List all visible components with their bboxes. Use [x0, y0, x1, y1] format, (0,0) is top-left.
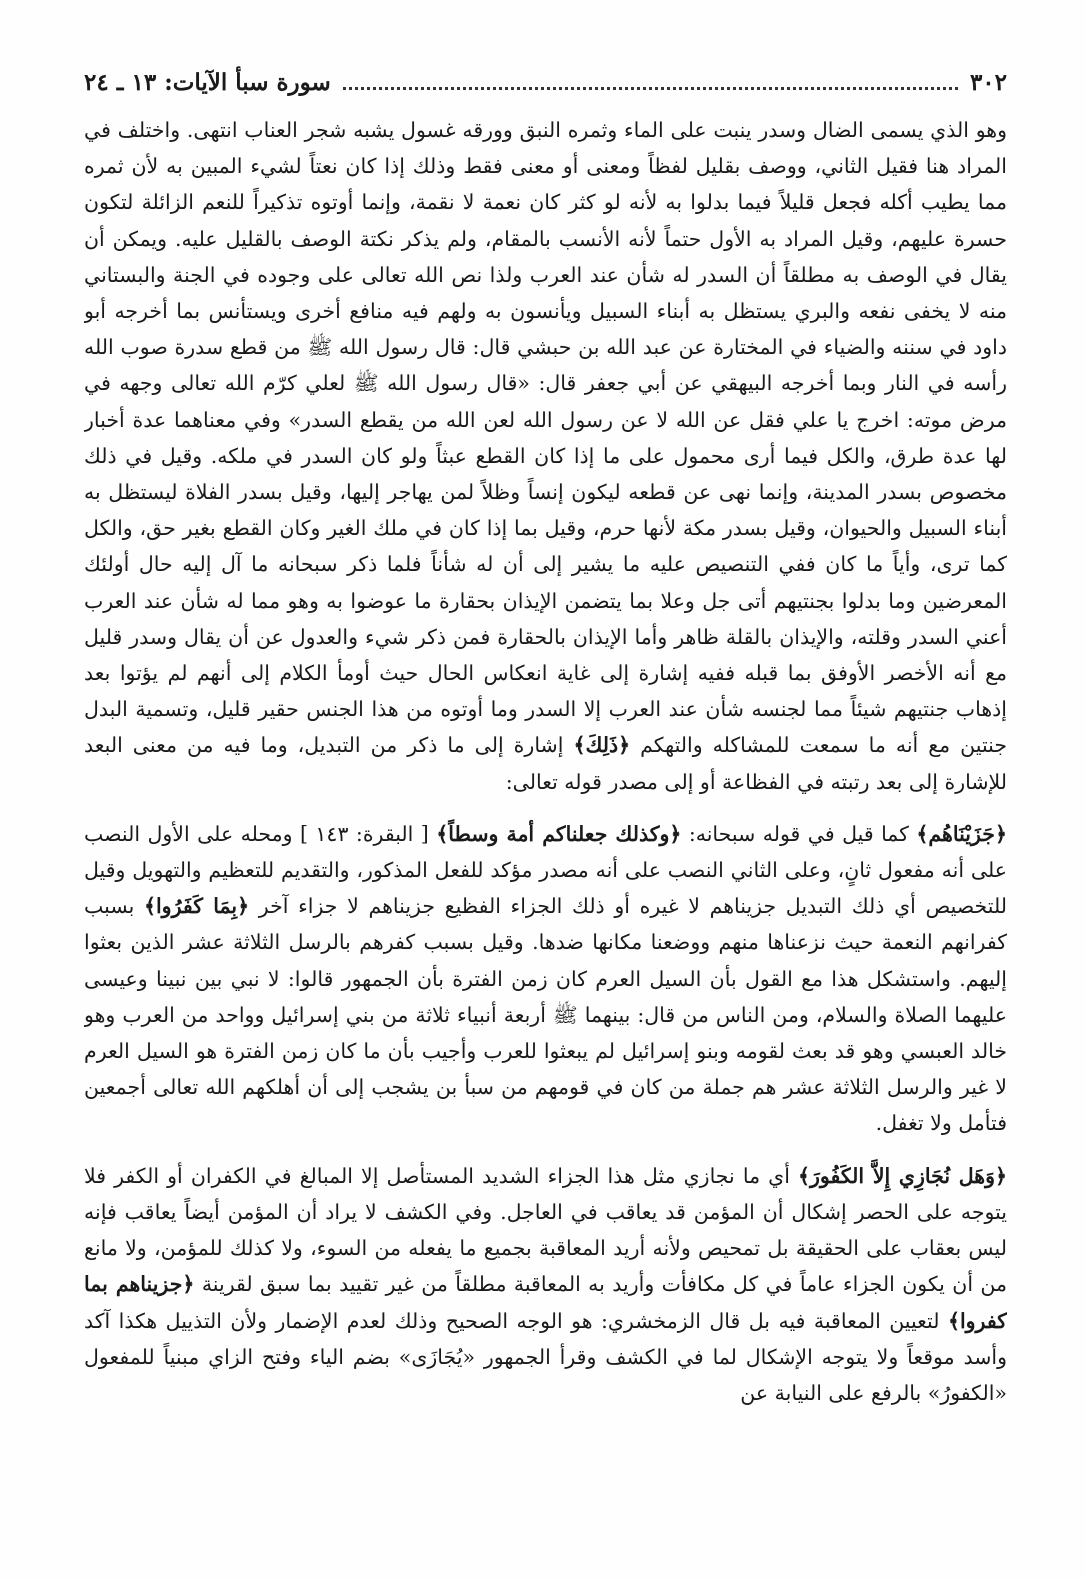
quran-quote: ﴿جَزَيْنَاهُم﴾ [916, 821, 1007, 846]
page-number: ٣٠٢ [969, 68, 1007, 96]
quran-quote: ﴿بِمَا كَفَرُوا﴾ [143, 894, 250, 919]
text-segment: إشارة إلى ما ذكر من التبديل، وما فيه من معنى البعد للإشارة إلى بعد رتبته في الفظاعة أو إلى مصدر قوله تعالى: [84, 733, 1007, 794]
text-segment: أي ما نجازي مثل هذا الجزاء الشديد المستأصل إلا المبالغ في الكفران أو الكفر فلا يتوجه على الحصر إشكال أن المؤمن قد يعاقب في العاجل. وفي الكشف لا يراد أن المؤمن أيضاً يعاقب فإنه ليس بعقاب على الحقيقة بل تمحيص ولأنه أريد المعاقبة بجميع ما يفعله من السوء، ولا كذلك للمؤمن، ولا مانع من أن يكون الجزاء عاماً في كل مكافأت وأريد به المعاقبة مطلقاً من غير تقييد بما سبق لقرينة [84, 1163, 1007, 1297]
dotted-leader [343, 86, 958, 90]
quran-quote: ﴿ذَلِكَ﴾ [573, 733, 631, 758]
text-segment: وهو الذي يسمى الضال وسدر ينبت على الماء وثمره النبق وورقه غسول يشبه شجر العناب انتهى. واختلف في المراد هنا فقيل الثاني، ووصف بقليل لفظاً ومعنى أو معنى فقط وذلك إذا كان نعتاً لشيء المبين به لأن ثمره مما يطيب أكله فجعل قليلاً فيما بدلوا به لأنه لو كثر كان نعمة لا نقمة، وإنما أوتوه تذكيراً للنعم الزائلة لتكون حسرة عليهم، وقيل المراد به الأول حتماً لأنه الأنسب بالمقام، ولم يذكر نكتة الوصف بالقليل عليه. ويمكن أن يقال في الوصف به مطلقاً أن السدر له شأن عند العرب ولذا نص الله تعالى على وجوده في الجنة والبستاني منه لا يخفى نفعه والبري يستظل به أبناء السبيل ويأنسون به ولهم فيه منافع أخرى ويستأنس بما أخرجه أبو داود في سننه والضياء في المختارة عن عبد الله بن حبشي قال: قال رسول الله ﷺ من قطع سدرة صوب الله رأسه في النار وبما أخرجه البيهقي عن أبي جعفر قال: «قال رسول الله ﷺ لعلي كرّم الله تعالى وجهه في مرض موته: اخرج يا علي فقل عن الله لا عن رسول الله لعن الله من يقطع السدر» وفي معناهما عدة أخبار لها عدة طرق، والكل فيما أرى محمول على ما إذا كان القطع عبثاً ولو كان السدر في ملكه. وقيل في ذلك مخصوص بسدر المدينة، وإنما نهى عن قطعه ليكون إنساً وظلاً لمن يهاجر إليها، وقيل بسدر الفلاة ليستظل به أبناء السبيل والحيوان، وقيل بسدر مكة لأنها حرم، وقيل بما إذا كان في ملك الغير وكان القطع بغير حق، والكل كما ترى، وأياً ما كان ففي التنصيص عليه ما يشير إلى أن له شأناً فلما ذكر سبحانه ما آل إليه حال أولئك المعرضين وما بدلوا بجنتيهم أتى جل وعلا بما يتضمن الإيذان بحقارة ما عوضوا به وهو مما له شأن عند العرب أعني السدر وقلته، والإيذان بالقلة ظاهر وأما الإيذان بالحقارة فمن ذكر شيء والعدول عن أن يقال وسدر قليل مع أنه الأخصر الأوفق بما قبله ففيه إشارة إلى غاية انعكاس الحال حيث أومأ الكلام إلى أنهم لم يؤتوا بعد إذهاب جنتيهم شيئاً مما لجنسه شأن عند العرب إلا السدر وما أوتوه من هذا الجنس حقير قليل، وتسمية البدل جنتين مع أنه ما سمعت للمشاكله والتهكم [84, 118, 1007, 758]
running-header [84, 62, 1007, 102]
text-segment: كما قيل في قوله سبحانه: [681, 821, 917, 846]
text-segment: بسبب كفرانهم النعمة حيث نزعناها منهم ووضعنا مكانها ضدها. وقيل بسبب كفرهم بالرسل الثلاثة عشر الذين بعثوا إليهم. واستشكل هذا مع القول بأن السيل العرم كان زمن الفترة بأن الجمهور قالوا: لا نبي بين نبينا وعيسى عليهما الصلاة والسلام، ومن الناس من قال: بينهما ﷺ أربعة أنبياء ثلاثة من بني إسرائيل وواحد من العرب وهو خالد العبسي وهو قد بعث لقومه وبنو إسرائيل لم يبعثوا للعرب وأجيب بأن ما كان زمن الفترة هو السيل العرم لا غير والرسل الثلاثة عشر هم جملة من كان في قومهم من سبأ بن يشجب إلى أن أهلكهم الله تعالى أجمعين فتأمل ولا تغفل. [84, 894, 1007, 1136]
commentary-text [84, 112, 1007, 1540]
paragraph [84, 112, 1007, 800]
quran-quote: ﴿وَهَل نُجَازِي إِلاَّ الكَفُورَ﴾ [797, 1163, 1007, 1188]
paragraph [84, 1158, 1007, 1411]
quran-quote: ﴿وكذلك جعلناكم أمة وسطاً﴾ [436, 821, 682, 846]
surah-title: سورة سبأ الآيات: ١٣ ـ ٢٤ [84, 68, 331, 96]
quran-quote: ﴿جزيناهم بما كفروا﴾ [84, 1272, 1007, 1333]
text-segment: لتعيين المعاقبة فيه بل قال الزمخشري: هو الوجه الصحيح وذلك لعدم الإضمار ولأن التذييل هكذا آكد وأسد موقعاً ولا يتوجه الإشكال لما في الكشف وقرأ الجمهور «يُجَازَى» بضم الياء وفتح الزاي مبنياً للمفعول «الكفورُ» بالرفع على النيابة عن [84, 1308, 1007, 1405]
paragraph [84, 816, 1007, 1142]
text-segment: [ البقرة: ١٤٣ ] ومحله على الأول النصب على أنه مفعول ثانٍ، وعلى الثاني النصب على أنه مصدر مؤكد للفعل المذكور، والتقديم للتعظيم والتهويل وقيل للتخصيص أي ذلك التبديل جزيناهم لا غيره أو ذلك الجزاء الفظيع جزيناهم لا جزاء آخر [84, 821, 1007, 919]
